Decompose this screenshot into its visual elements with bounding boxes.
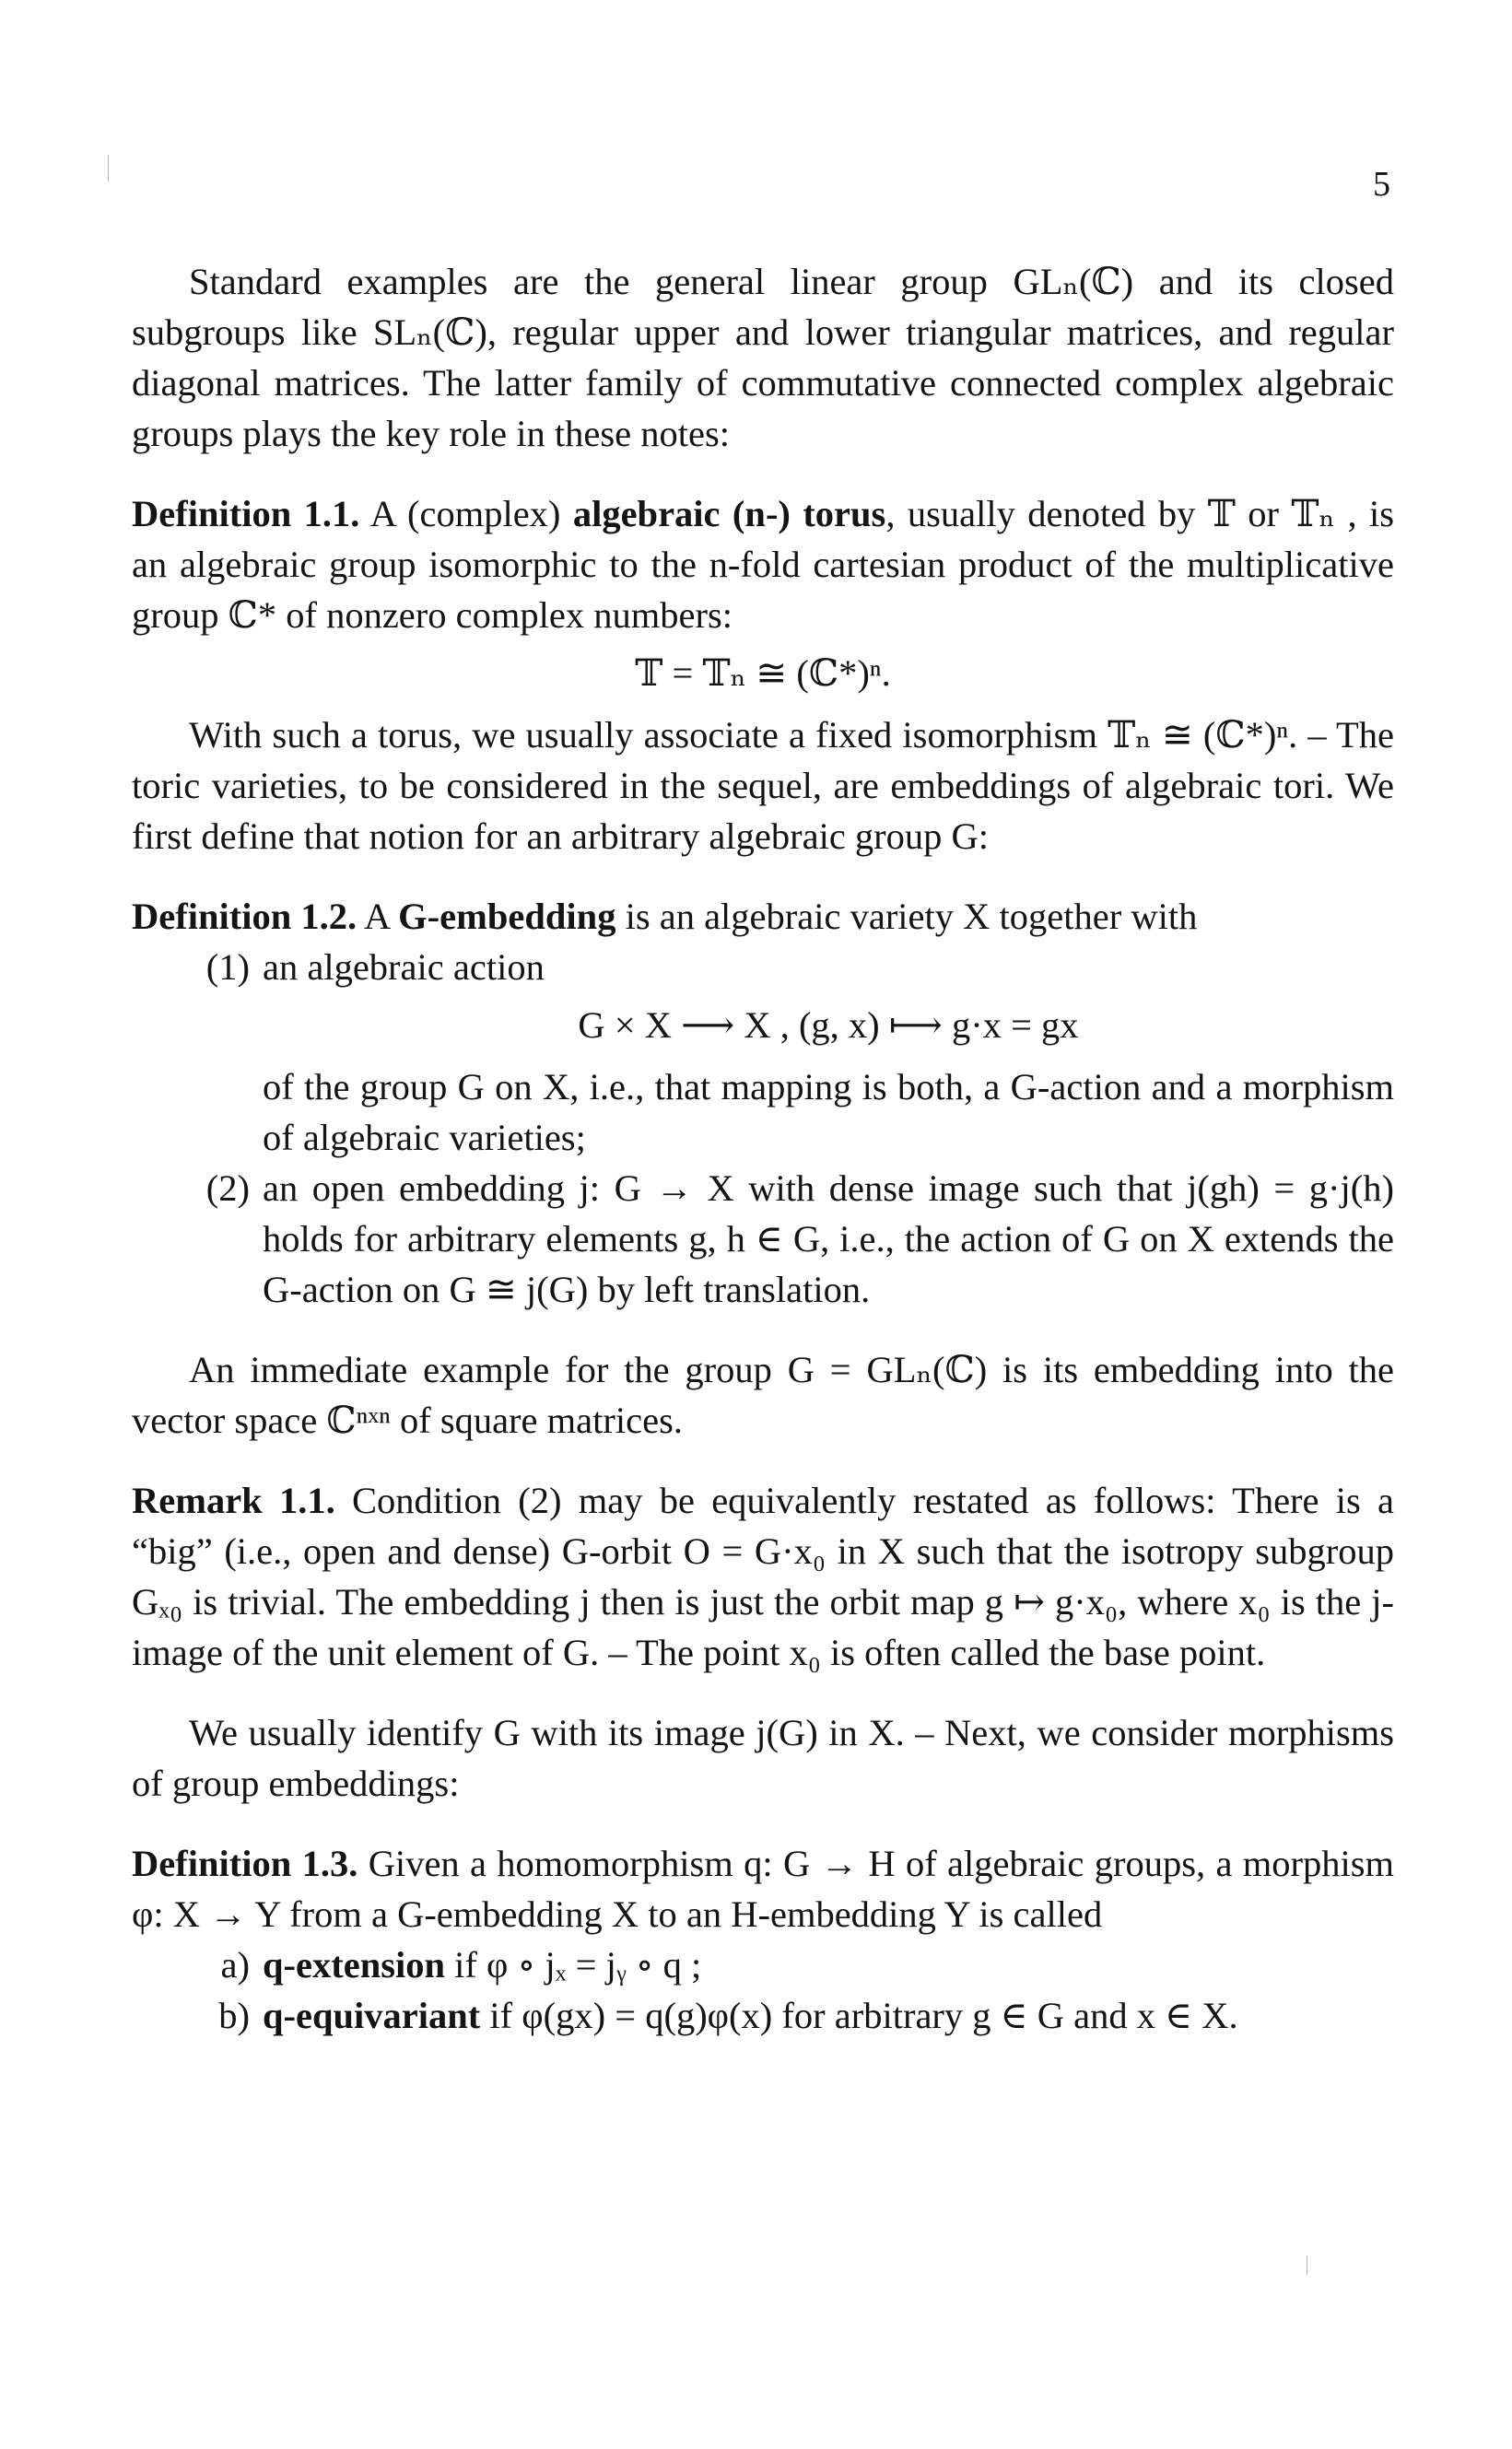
item-term: q-equivariant <box>263 1995 481 2036</box>
definition-1-3 <box>132 1838 1394 1939</box>
item-term: q-extension <box>263 1944 446 1986</box>
definition-lead: A <box>364 896 390 937</box>
definition-label: Definition 1.2. <box>132 896 357 937</box>
scan-mark <box>108 155 109 182</box>
definition-label: Definition 1.1. <box>132 493 360 534</box>
remark-text: Condition (2) may be equivalently restated as follows: There is a “big” (i.e., open and dense) G-orbit O = G·x₀ in X such that the isotropy subgroup Gₓ₀ is trivial. The embedding j then is just the orbit map g ↦ g·x₀, where x₀ is the j-image of the unit element of G. – The point x₀ is often called the base point. <box>132 1480 1394 1673</box>
action-formula: G × X ⟶ X , (g, x) ⟼ g·x = gx <box>578 1004 1079 1046</box>
page-number: 5 <box>1373 165 1390 204</box>
definition-label: Definition 1.3. <box>132 1843 358 1884</box>
definition-lead: A (complex) <box>369 493 561 534</box>
item-text: an open embedding j: G → X with dense image such that j(gh) = g·j(h) holds for arbitrary elements g, h ∈ G, i.e., the action of G on X extends the G-action on G ≅ j(G) by left translation. <box>263 1167 1394 1310</box>
item-text: if φ(gx) = q(g)φ(x) for arbitrary g ∈ G and x ∈ X. <box>489 1995 1238 2036</box>
definition-text: Given a homomorphism q: G → H of algebraic groups, a morphism φ: X → Y from a G-embedding X to an H-embedding Y is called <box>132 1843 1395 1935</box>
list-item <box>132 1990 1394 2041</box>
item-text: an algebraic action <box>263 946 545 988</box>
definition-1-2 <box>132 891 1394 942</box>
list-item <box>132 942 1394 992</box>
list-item-continuation <box>132 1061 1394 1163</box>
definition-1-3-list <box>132 1939 1394 2041</box>
item-label: (2) <box>205 1167 250 1209</box>
item-label: b) <box>218 1995 250 2036</box>
paragraph-torus-note: With such a torus, we usually associate a fixed isomorphism 𝕋ₙ ≅ (ℂ*)ⁿ. – The toric varieties, to be considered in the sequel, are embeddings of algebraic tori. We first define that notion for an arbitrary algebraic group G: <box>132 714 1394 857</box>
paragraph-example: An immediate example for the group G = GLₙ(ℂ) is its embedding into the vector space ℂⁿˣⁿ of square matrices. <box>132 1349 1394 1441</box>
item-label: a) <box>220 1944 250 1986</box>
torus-formula: 𝕋 = 𝕋ₙ ≅ (ℂ*)ⁿ. <box>635 652 891 694</box>
definition-text: is an algebraic variety X together with <box>625 896 1198 937</box>
item-label: (1) <box>205 946 250 988</box>
definition-term: G-embedding <box>398 896 616 937</box>
definition-term: algebraic (n-) torus <box>572 493 886 534</box>
item-text: if φ ∘ jₓ = jᵧ ∘ q ; <box>454 1944 702 1986</box>
remark-label: Remark 1.1. <box>132 1480 335 1521</box>
list-item <box>132 1163 1394 1315</box>
definition-1-2-list <box>132 942 1394 1315</box>
definition-1-1 <box>132 488 1394 640</box>
definition-text: , usually denoted by 𝕋 or 𝕋ₙ , is an algebraic group isomorphic to the n-fold cartesian product of the multiplicative group ℂ* of nonzero complex numbers: <box>132 493 1394 636</box>
page-body <box>132 256 1394 2041</box>
paragraph-identify: We usually identify G with its image j(G) in X. – Next, we consider morphisms of group embeddings: <box>132 1712 1394 1804</box>
paragraph-intro: Standard examples are the general linear group GLₙ(ℂ) and its closed subgroups like SLₙ(ℂ), regular upper and lower triangular matrices, and regular diagonal matrices. The latter family of commutative connected complex algebraic groups plays the key role in these notes: <box>132 261 1394 454</box>
item-text: of the group G on X, i.e., that mapping is both, a G-action and a morphism of algebraic varieties; <box>263 1066 1394 1158</box>
remark-1-1 <box>132 1475 1394 1678</box>
list-item <box>132 1939 1394 1990</box>
